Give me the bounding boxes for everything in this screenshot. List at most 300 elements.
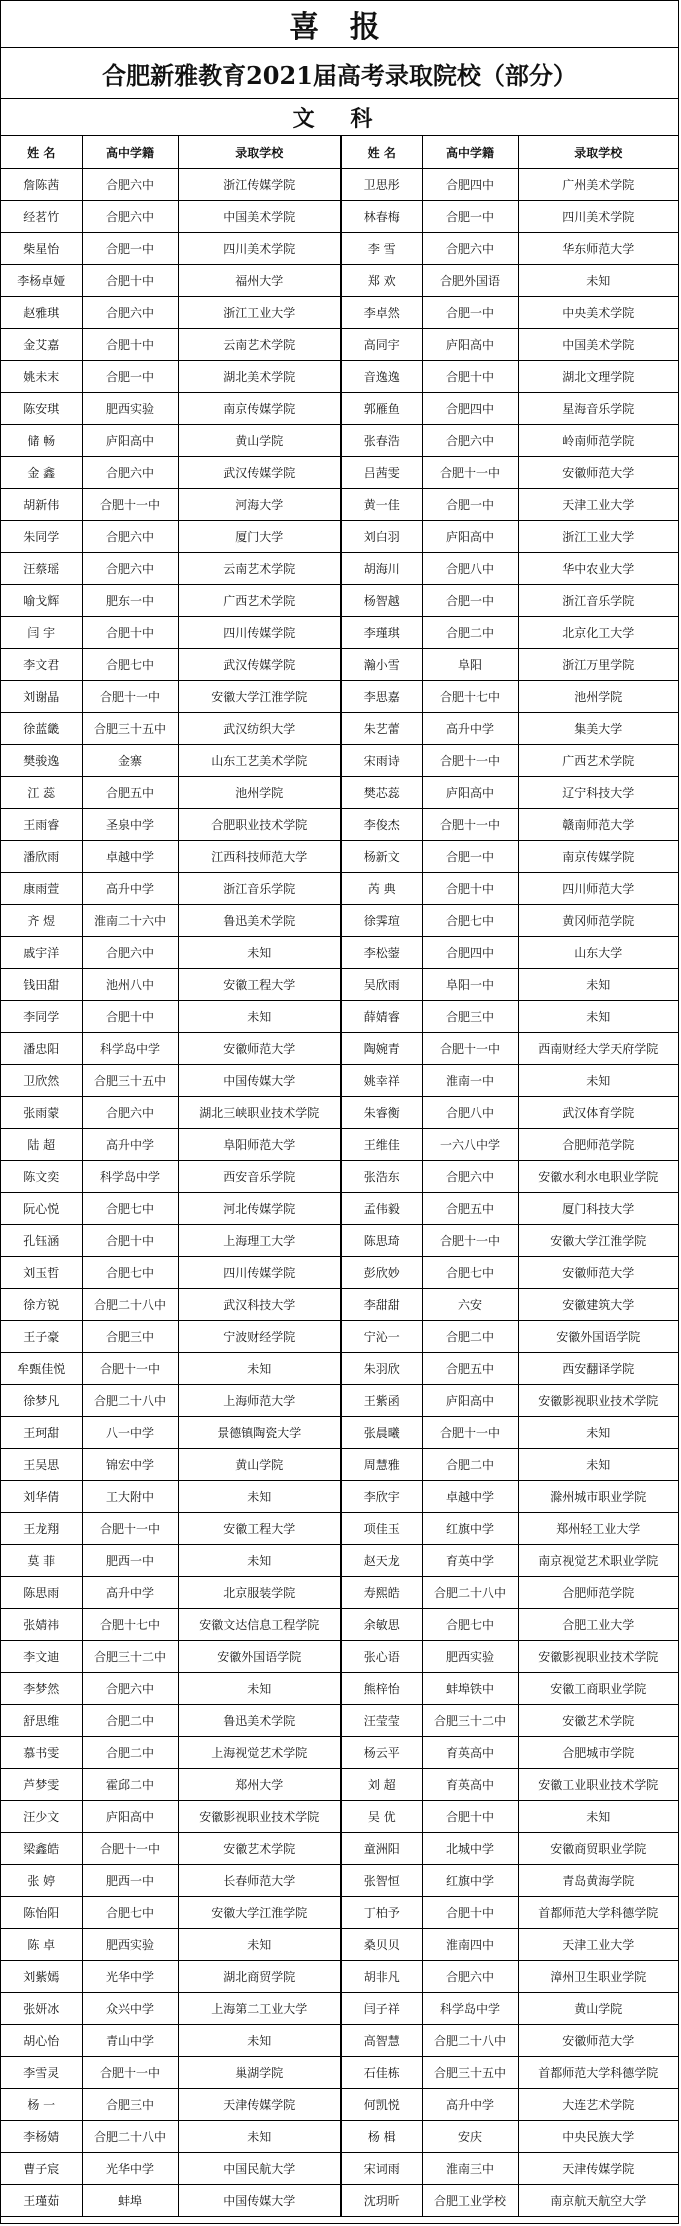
student-name: 陈思雨 [1,1577,82,1609]
admitted-college: 南京航天航空大学 [518,2185,678,2217]
student-name: 吴欣雨 [341,969,422,1001]
student-name: 莫 菲 [1,1545,82,1577]
table-row [1,393,678,425]
page-subtitle: 合肥新雅教育2021届高考录取院校（部分） [1,48,678,99]
student-name: 胡非凡 [341,1961,422,1993]
student-name: 汪莹莹 [341,1705,422,1737]
high-school: 合肥五中 [422,1193,518,1225]
high-school: 合肥三十二中 [82,1641,178,1673]
admitted-college: 郑州轻工业大学 [518,1513,678,1545]
student-name: 宋雨诗 [341,745,422,777]
high-school: 合肥二中 [82,1737,178,1769]
student-name: 杨智越 [341,585,422,617]
admitted-college: 阜阳师范大学 [178,1129,341,1161]
table-row [1,1353,678,1385]
admitted-college: 浙江万里学院 [518,649,678,681]
high-school: 合肥六中 [82,521,178,553]
student-name: 芮 典 [341,873,422,905]
table-row [1,2089,678,2121]
table-row [1,745,678,777]
high-school: 青山中学 [82,2025,178,2057]
admitted-college: 云南艺术学院 [178,329,341,361]
admitted-college: 安徽工商职业学院 [518,1673,678,1705]
table-row [1,489,678,521]
admitted-college: 武汉纺织大学 [178,713,341,745]
table-row [1,1865,678,1897]
table-row [1,1417,678,1449]
table-row [1,2057,678,2089]
admitted-college: 安徽大学江淮学院 [518,1225,678,1257]
admitted-college: 浙江传媒学院 [178,169,341,201]
high-school: 合肥一中 [422,297,518,329]
admitted-college: 中国传媒大学 [178,1065,341,1097]
student-name: 徐梦凡 [1,1385,82,1417]
admitted-college: 未知 [518,1001,678,1033]
student-name: 王紫函 [341,1385,422,1417]
student-name: 杨云平 [341,1737,422,1769]
high-school: 合肥二中 [82,1705,178,1737]
admitted-college: 漳州卫生职业学院 [518,1961,678,1993]
admitted-college: 湖北美术学院 [178,361,341,393]
admitted-college: 安徽师范大学 [518,1257,678,1289]
student-name: 黄一佳 [341,489,422,521]
student-name: 周慧雅 [341,1449,422,1481]
admitted-college: 西南财经大学天府学院 [518,1033,678,1065]
high-school: 合肥十一中 [82,489,178,521]
table-row [1,841,678,873]
table-row [1,1705,678,1737]
high-school: 合肥十中 [82,1001,178,1033]
high-school: 众兴中学 [82,1993,178,2025]
table-header-row [1,136,678,169]
high-school: 一六八中学 [422,1129,518,1161]
student-name: 李杨婧 [1,2121,82,2153]
student-name: 陈 卓 [1,1929,82,1961]
student-name: 慕书雯 [1,1737,82,1769]
high-school: 合肥八中 [422,553,518,585]
high-school: 肥西实验 [82,393,178,425]
high-school: 合肥二十八中 [82,1289,178,1321]
table-row [1,329,678,361]
admitted-college: 江西科技师范大学 [178,841,341,873]
admitted-college: 未知 [178,2121,341,2153]
student-name: 王维佳 [341,1129,422,1161]
student-name: 李瑾琪 [341,617,422,649]
high-school: 合肥一中 [82,361,178,393]
student-name: 李俊杰 [341,809,422,841]
high-school: 卓越中学 [422,1481,518,1513]
student-name: 李 雪 [341,233,422,265]
table-row [1,585,678,617]
high-school: 光华中学 [82,1961,178,1993]
header-school-right: 高中学籍 [422,136,518,169]
student-name: 李卓然 [341,297,422,329]
high-school: 合肥七中 [422,1257,518,1289]
high-school: 合肥五中 [422,1353,518,1385]
student-name: 余敏思 [341,1609,422,1641]
admitted-college: 中央美术学院 [518,297,678,329]
high-school: 肥西实验 [82,1929,178,1961]
admitted-college: 未知 [518,969,678,1001]
student-name: 张春浩 [341,425,422,457]
admitted-college: 浙江音乐学院 [178,873,341,905]
table-row [1,1065,678,1097]
admitted-college: 安徽影视职业技术学院 [518,1385,678,1417]
high-school: 合肥七中 [82,1193,178,1225]
high-school: 合肥三十五中 [422,2057,518,2089]
admitted-college: 四川传媒学院 [178,1257,341,1289]
high-school: 卓越中学 [82,841,178,873]
admitted-college: 广州美术学院 [518,169,678,201]
table-row [1,1929,678,1961]
admitted-college: 浙江音乐学院 [518,585,678,617]
table-row [1,1449,678,1481]
student-name: 彭欣妙 [341,1257,422,1289]
table-row [1,1897,678,1929]
high-school: 北城中学 [422,1833,518,1865]
student-name: 卫思彤 [341,169,422,201]
high-school: 合肥六中 [422,233,518,265]
student-name: 胡海川 [341,553,422,585]
high-school: 合肥四中 [422,393,518,425]
table-row [1,1993,678,2025]
student-name: 卫欣然 [1,1065,82,1097]
admitted-college: 天津传媒学院 [518,2153,678,2185]
high-school: 合肥七中 [422,1609,518,1641]
high-school: 合肥三中 [82,2089,178,2121]
table-row [1,1513,678,1545]
high-school: 合肥三十二中 [422,1705,518,1737]
high-school: 合肥二中 [422,1449,518,1481]
table-row [1,1577,678,1609]
high-school: 合肥十一中 [422,1417,518,1449]
table-row [1,457,678,489]
admitted-college: 四川传媒学院 [178,617,341,649]
student-name: 赵天龙 [341,1545,422,1577]
student-name: 郑 欢 [341,265,422,297]
table-row [1,1801,678,1833]
table-row [1,937,678,969]
admitted-college: 合肥城市学院 [518,1737,678,1769]
high-school: 合肥三十五中 [82,1065,178,1097]
student-name: 吕茜雯 [341,457,422,489]
high-school: 合肥七中 [82,1897,178,1929]
admitted-college: 岭南师范学院 [518,425,678,457]
high-school: 锦宏中学 [82,1449,178,1481]
student-name: 吴 优 [341,1801,422,1833]
high-school: 育英高中 [422,1737,518,1769]
admissions-table [1,136,678,2217]
table-row [1,2025,678,2057]
table-row [1,361,678,393]
student-name: 詹陈茜 [1,169,82,201]
high-school: 合肥十中 [422,1801,518,1833]
student-name: 樊骏逸 [1,745,82,777]
admitted-college: 未知 [178,2025,341,2057]
high-school: 高升中学 [82,1129,178,1161]
admitted-college: 四川师范大学 [518,873,678,905]
table-row [1,1673,678,1705]
student-name: 瀚小雪 [341,649,422,681]
high-school: 合肥六中 [82,937,178,969]
student-name: 姚幸祥 [341,1065,422,1097]
high-school: 合肥二十八中 [82,2121,178,2153]
student-name: 张妍冰 [1,1993,82,2025]
student-name: 刘谢晶 [1,681,82,713]
student-name: 刘紫嫣 [1,1961,82,1993]
high-school: 育英高中 [422,1769,518,1801]
admitted-college: 安徽文达信息工程学院 [178,1609,341,1641]
admitted-college: 湖北文理学院 [518,361,678,393]
high-school: 合肥六中 [82,457,178,489]
header-admission-right: 录取学校 [518,136,678,169]
student-name: 芦梦雯 [1,1769,82,1801]
high-school: 安庆 [422,2121,518,2153]
high-school: 合肥六中 [422,1961,518,1993]
student-name: 宁沁一 [341,1321,422,1353]
high-school: 科学岛中学 [422,1993,518,2025]
student-name: 刘玉哲 [1,1257,82,1289]
table-row [1,1769,678,1801]
admitted-college: 武汉科技大学 [178,1289,341,1321]
high-school: 合肥五中 [82,777,178,809]
admitted-college: 武汉传媒学院 [178,649,341,681]
table-row [1,1833,678,1865]
admitted-college: 南京传媒学院 [178,393,341,425]
high-school: 合肥十一中 [422,745,518,777]
high-school: 合肥十一中 [82,1513,178,1545]
student-name: 张婧祎 [1,1609,82,1641]
student-name: 闫子祥 [341,1993,422,2025]
high-school: 合肥六中 [422,1161,518,1193]
header-admission-left: 录取学校 [178,136,341,169]
student-name: 朱睿衡 [341,1097,422,1129]
admitted-college: 安徽艺术学院 [518,1705,678,1737]
high-school: 合肥十中 [422,1897,518,1929]
admitted-college: 未知 [518,1065,678,1097]
table-row [1,1545,678,1577]
student-name: 戚宇洋 [1,937,82,969]
table-row [1,1225,678,1257]
admitted-college: 集美大学 [518,713,678,745]
table-row [1,201,678,233]
admitted-college: 天津工业大学 [518,1929,678,1961]
student-name: 李欣宇 [341,1481,422,1513]
high-school: 合肥四中 [422,169,518,201]
admitted-college: 未知 [178,1001,341,1033]
student-name: 经茗竹 [1,201,82,233]
high-school: 合肥二中 [422,617,518,649]
high-school: 庐阳高中 [82,425,178,457]
high-school: 合肥一中 [422,841,518,873]
admitted-college: 上海视觉艺术学院 [178,1737,341,1769]
admitted-college: 黄冈师范学院 [518,905,678,937]
high-school: 合肥十七中 [422,681,518,713]
student-name: 宋词雨 [341,2153,422,2185]
table-row [1,1609,678,1641]
high-school: 合肥三中 [82,1321,178,1353]
high-school: 红旗中学 [422,1513,518,1545]
admitted-college: 赣南师范大学 [518,809,678,841]
admitted-college: 武汉传媒学院 [178,457,341,489]
high-school: 阜阳 [422,649,518,681]
student-name: 项佳玉 [341,1513,422,1545]
admitted-college: 河北传媒学院 [178,1193,341,1225]
admitted-college: 池州学院 [178,777,341,809]
admitted-college: 浙江工业大学 [178,297,341,329]
admitted-college: 厦门大学 [178,521,341,553]
student-name: 王珂甜 [1,1417,82,1449]
student-name: 寿熙皓 [341,1577,422,1609]
header-name-left: 姓 名 [1,136,82,169]
high-school: 光华中学 [82,2153,178,2185]
high-school: 蚌埠铁中 [422,1673,518,1705]
admitted-college: 西安音乐学院 [178,1161,341,1193]
student-name: 陈思琦 [341,1225,422,1257]
student-name: 陈怡阳 [1,1897,82,1929]
table-row [1,1097,678,1129]
student-name: 刘白羽 [341,521,422,553]
table-row [1,425,678,457]
header-name-right: 姓 名 [341,136,422,169]
admitted-college: 中国美术学院 [178,201,341,233]
high-school: 池州八中 [82,969,178,1001]
admitted-college: 北京服装学院 [178,1577,341,1609]
student-name: 陶婉青 [341,1033,422,1065]
high-school: 工大附中 [82,1481,178,1513]
student-name: 李文迪 [1,1641,82,1673]
student-name: 孔钰涵 [1,1225,82,1257]
banner-title: 喜 报 [1,1,678,48]
admitted-college: 星海音乐学院 [518,393,678,425]
admitted-college: 安徽水利水电职业学院 [518,1161,678,1193]
student-name: 朱同学 [1,521,82,553]
high-school: 合肥一中 [422,489,518,521]
student-name: 李雪灵 [1,2057,82,2089]
admitted-college: 南京视觉艺术职业学院 [518,1545,678,1577]
high-school: 金寨 [82,745,178,777]
student-name: 姚未末 [1,361,82,393]
student-name: 储 畅 [1,425,82,457]
high-school: 科学岛中学 [82,1161,178,1193]
student-name: 曹子宸 [1,2153,82,2185]
high-school: 合肥四中 [422,937,518,969]
student-name: 张心语 [341,1641,422,1673]
table-row [1,1289,678,1321]
student-name: 朱艺蕾 [341,713,422,745]
high-school: 肥西一中 [82,1545,178,1577]
high-school: 合肥十一中 [82,2057,178,2089]
student-name: 丁柏予 [341,1897,422,1929]
table-row [1,553,678,585]
high-school: 合肥十一中 [82,1353,178,1385]
admitted-college: 黄山学院 [518,1993,678,2025]
admitted-college: 西安翻译学院 [518,1353,678,1385]
admitted-college: 未知 [178,1481,341,1513]
high-school: 高升中学 [82,873,178,905]
admitted-college: 山东工艺美术学院 [178,745,341,777]
student-name: 喻戈辉 [1,585,82,617]
table-row [1,1257,678,1289]
table-row [1,1161,678,1193]
high-school: 合肥十中 [82,1225,178,1257]
student-name: 郭雁鱼 [341,393,422,425]
admitted-college: 安徽工业职业技术学院 [518,1769,678,1801]
student-name: 李思嘉 [341,681,422,713]
student-name: 童洲阳 [341,1833,422,1865]
student-name: 张智恒 [341,1865,422,1897]
admitted-college: 安徽影视职业技术学院 [518,1641,678,1673]
high-school: 淮南四中 [422,1929,518,1961]
admitted-college: 郑州大学 [178,1769,341,1801]
admitted-college: 河海大学 [178,489,341,521]
student-name: 李松蓥 [341,937,422,969]
student-name: 陆 超 [1,1129,82,1161]
admitted-college: 首都师范大学科德学院 [518,1897,678,1929]
student-name: 康雨萱 [1,873,82,905]
admitted-college: 四川美术学院 [518,201,678,233]
admitted-college: 云南艺术学院 [178,553,341,585]
admitted-college: 未知 [178,1673,341,1705]
high-school: 育英中学 [422,1545,518,1577]
student-name: 齐 煜 [1,905,82,937]
table-row [1,169,678,201]
student-name: 汪蔡瑶 [1,553,82,585]
student-name: 汪少文 [1,1801,82,1833]
student-name: 张雨蒙 [1,1097,82,1129]
high-school: 合肥十中 [82,265,178,297]
table-row [1,649,678,681]
student-name: 王龙翔 [1,1513,82,1545]
high-school: 合肥七中 [82,1257,178,1289]
student-name: 王雨睿 [1,809,82,841]
table-row [1,1129,678,1161]
table-row [1,2185,678,2217]
admitted-college: 未知 [178,937,341,969]
student-name: 桑贝贝 [341,1929,422,1961]
high-school: 科学岛中学 [82,1033,178,1065]
table-row [1,1641,678,1673]
high-school: 红旗中学 [422,1865,518,1897]
student-name: 闫 宇 [1,617,82,649]
student-name: 杨 楫 [341,2121,422,2153]
admitted-college: 合肥职业技术学院 [178,809,341,841]
admitted-college: 天津传媒学院 [178,2089,341,2121]
student-name: 金艾嘉 [1,329,82,361]
student-name: 刘 超 [341,1769,422,1801]
header-school-left: 高中学籍 [82,136,178,169]
admitted-college: 合肥工业大学 [518,1609,678,1641]
table-row [1,1033,678,1065]
student-name: 陈安琪 [1,393,82,425]
high-school: 合肥一中 [422,201,518,233]
high-school: 合肥六中 [82,1097,178,1129]
admitted-college: 鲁迅美术学院 [178,905,341,937]
student-name: 牟甄佳悦 [1,1353,82,1385]
student-name: 石佳栋 [341,2057,422,2089]
student-name: 陈文奕 [1,1161,82,1193]
admitted-college: 上海师范大学 [178,1385,341,1417]
high-school: 阜阳一中 [422,969,518,1001]
student-name: 徐霁瑄 [341,905,422,937]
high-school: 肥东一中 [82,585,178,617]
high-school: 合肥六中 [82,1673,178,1705]
admitted-college: 未知 [518,1417,678,1449]
student-name: 张浩东 [341,1161,422,1193]
high-school: 合肥六中 [82,169,178,201]
admitted-college: 首都师范大学科德学院 [518,2057,678,2089]
high-school: 合肥三十五中 [82,713,178,745]
